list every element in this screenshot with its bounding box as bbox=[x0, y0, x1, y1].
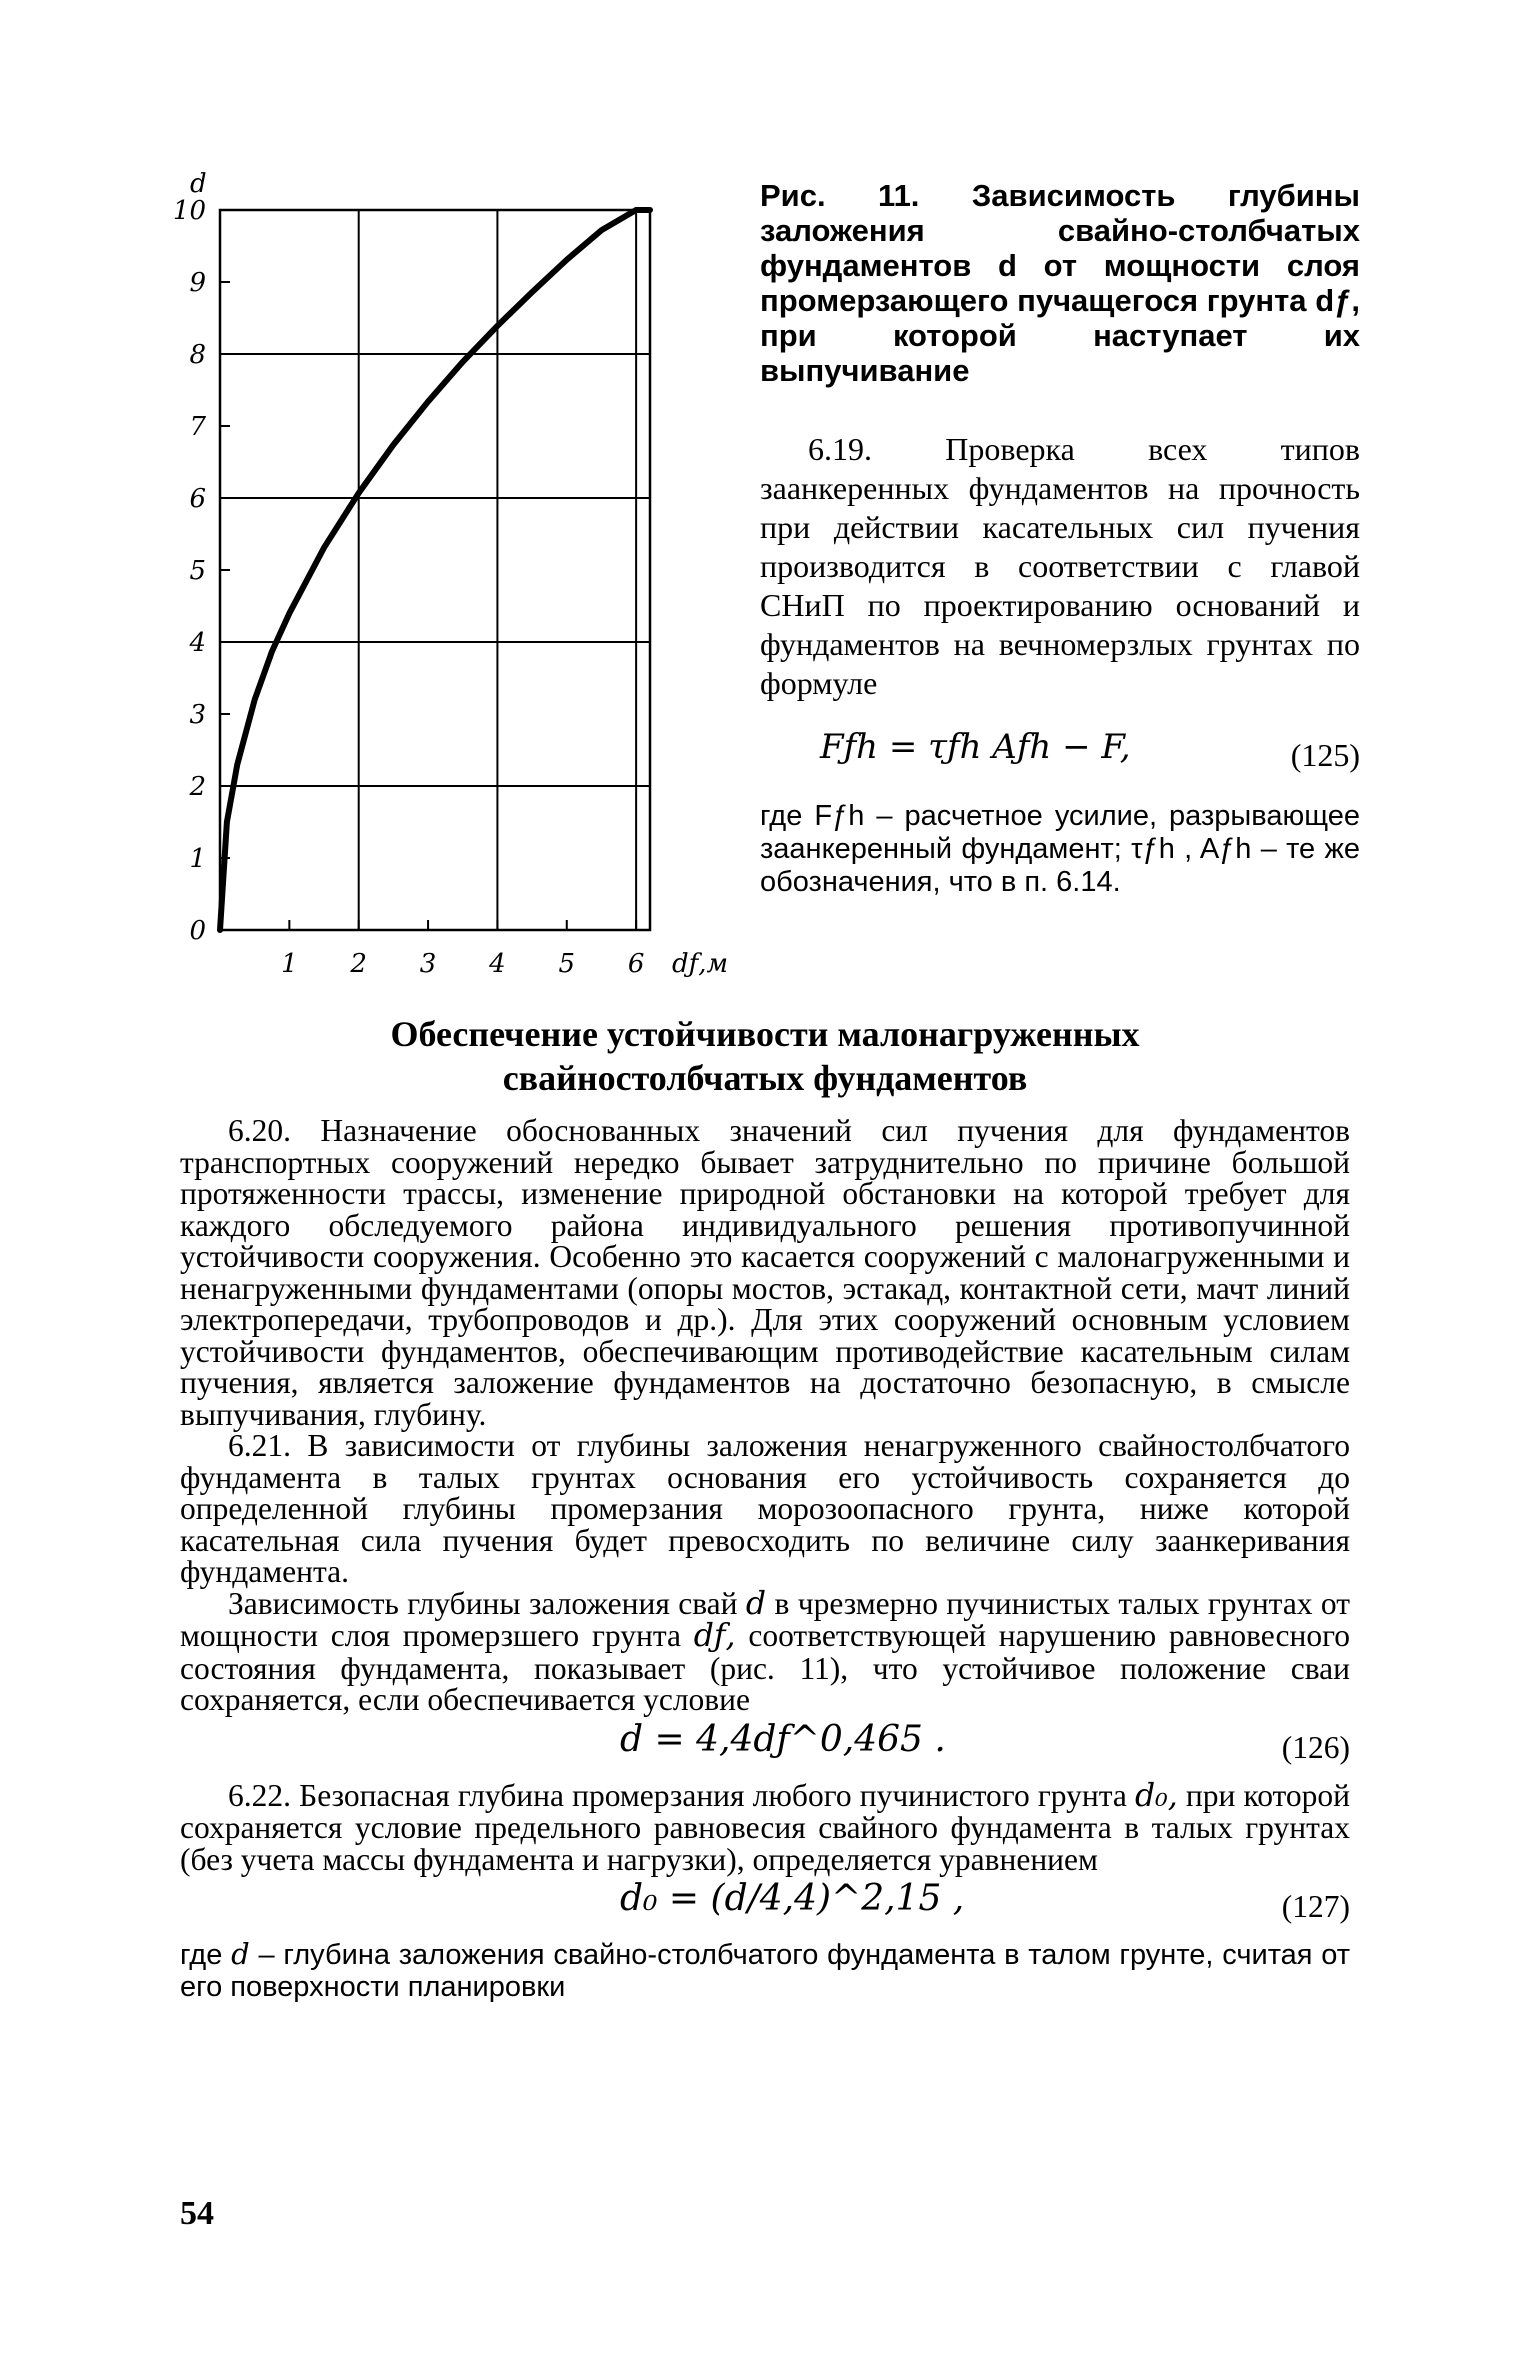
y-tick-label: 6 bbox=[189, 484, 206, 514]
equation-125-number: (125) bbox=[1290, 737, 1360, 773]
y-tick-label: 2 bbox=[189, 772, 206, 802]
equation-127-formula: d₀ = (d/4,4)^2,15 , bbox=[620, 1878, 965, 1919]
paragraph-6-19-block bbox=[760, 430, 1360, 703]
chart-axes bbox=[220, 210, 650, 930]
x-tick-label: 3 bbox=[419, 949, 437, 979]
equation-127-number: (127) bbox=[1281, 1889, 1350, 1924]
paragraph-6-19: 6.19. Проверка всех типов заанкеренных фундаментов на прочность при действии касательных сил пучения производится в соответствии с главой СНиП по проектированию оснований и фундаментов на вечномерзлых грунтах по формуле bbox=[760, 431, 1360, 701]
x-tick-label: 6 bbox=[627, 949, 645, 979]
y-tick-label: 5 bbox=[189, 556, 206, 586]
y-tick-label: 8 bbox=[189, 340, 206, 370]
y-tick-label: 7 bbox=[189, 412, 206, 442]
equation-126-number: (126) bbox=[1281, 1729, 1350, 1765]
y-tick-label: 4 bbox=[189, 628, 206, 658]
equation-126 bbox=[180, 1716, 1350, 1780]
section-title-line-1: Обеспечение устойчивости малонагруженных bbox=[390, 1014, 1140, 1054]
x-tick-label: 5 bbox=[558, 949, 576, 979]
paragraph-6-22: 6.22. Безопасная глубина промерзания любого пучинистого грунта d₀, при которой сохраняется условие предельного равновесия свайного фундамента в талых грунтах (без учета массы фундамента и нагрузки), определяется уравнением bbox=[180, 1777, 1351, 1877]
equation-127-explanation: где d – глубина заложения свайно-столбчатого фундамента в талом грунте, считая от его поверхности планировки bbox=[180, 1937, 1351, 2003]
x-tick-label: 1 bbox=[281, 949, 298, 979]
y-axis-label: d bbox=[190, 169, 207, 199]
x-tick-label: 4 bbox=[489, 949, 506, 979]
page-number: 54 bbox=[180, 2195, 214, 2232]
paragraph-6-20: 6.20. Назначение обоснованных значений сил пучения для фундаментов транспортных сооружений нередко бывает затруднительно по причине большой протяженности трассы, изменение природной обстановки на которой требует для каждого обследуемого района индивидуального решения противопучинной устойчивости сооружения. Особенно это касается сооружений с малонагруженными и ненагруженными фундаментами (опоры мостов, эстакад, контактной сети, мачт линий электропередачи, трубопроводов и др.). Для этих сооружений основным условием устойчивости фундаментов, обеспечивающим противодействие касательным силам пучения, является заложение фундаментов на достаточно безопасную, в смысле выпучивания, глубину. bbox=[180, 1113, 1350, 1432]
equation-125 bbox=[760, 728, 1360, 788]
chart-ticks bbox=[173, 196, 644, 979]
section-title-line-2: свайностолбчатых фундаментов bbox=[502, 1058, 1028, 1098]
paragraph-6-21-continued: Зависимость глубины заложения свай d в чрезмерно пучинистых талых грунтах от мощности слоя промерзшего грунта dƒ, соответствующей нарушению равновесного состояния фундамента, показывает (рис. 11), что устойчивое положение сваи сохраняется, если обеспечивается условие bbox=[180, 1585, 1351, 1717]
x-tick-label: 2 bbox=[350, 949, 367, 979]
chart-series-line bbox=[220, 210, 650, 930]
chart-grid bbox=[220, 210, 650, 930]
figure-caption: Рис. 11. Зависимость глубины заложения свайно-столбчатых фундаментов d от мощности слоя промерзающего пучащегося грунта dƒ, при которой наступает их выпучивание bbox=[760, 178, 1360, 388]
y-tick-label: 1 bbox=[189, 844, 206, 874]
y-tick-label: 10 bbox=[172, 196, 206, 226]
y-tick-label: 9 bbox=[189, 268, 206, 298]
y-tick-label: 0 bbox=[189, 916, 206, 946]
body-text bbox=[180, 1115, 1350, 2003]
equation-127 bbox=[180, 1875, 1350, 1939]
equation-125-explanation: где Fƒh – расчетное усилие, разрывающее заанкеренный фундамент; τƒh , Aƒh – те же обозначения, что в п. 6.14. bbox=[760, 800, 1360, 898]
x-axis-label: dƒ,м bbox=[672, 949, 729, 979]
equation-126-formula: d = 4,4dƒ^0,465 . bbox=[620, 1718, 946, 1760]
y-tick-label: 3 bbox=[189, 700, 206, 730]
chart-frame bbox=[220, 210, 650, 930]
section-title bbox=[180, 1012, 1350, 1100]
figure-11-chart bbox=[172, 160, 740, 990]
equation-125-formula: Fƒh = τƒh Aƒh − F, bbox=[820, 727, 1131, 767]
paragraph-6-21: 6.21. В зависимости от глубины заложения ненагруженного свайностолбчатого фундамента в талых грунтах основания его устойчивость сохраняется до определенной глубины промерзания морозоопасного грунта, ниже которой касательная сила пучения будет превосходить по величине силу заанкеривания фундамента. bbox=[180, 1428, 1350, 1589]
